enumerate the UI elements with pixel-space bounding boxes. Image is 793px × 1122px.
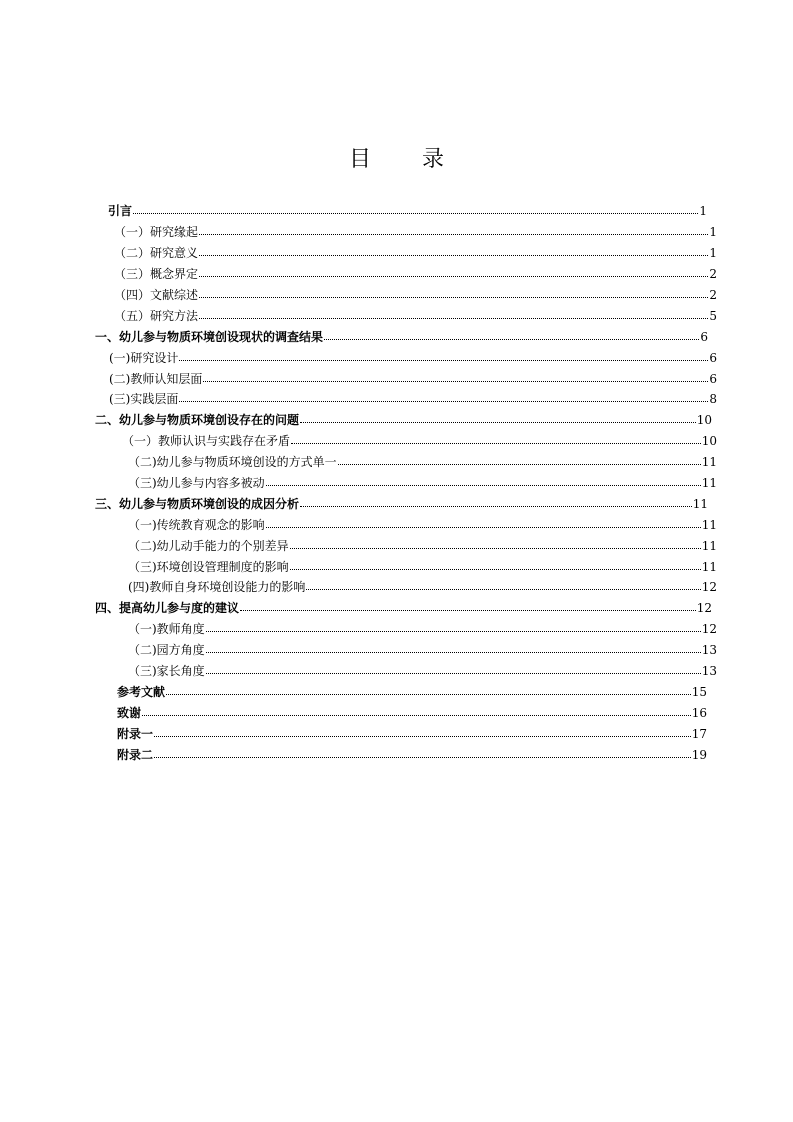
toc-entry[interactable]: [95, 326, 708, 347]
toc-dot-leader: [300, 494, 692, 514]
toc-entry-label: 引言: [108, 204, 133, 219]
toc-dot-leader: [206, 640, 701, 660]
toc-entry[interactable]: [114, 305, 717, 326]
toc-entry-page: 6: [700, 329, 708, 344]
toc-entry-label: （三)幼儿参与内容多被动: [128, 476, 265, 491]
toc-entry[interactable]: [128, 535, 717, 556]
toc-entry[interactable]: [109, 368, 717, 389]
toc-entry-label: (三)实践层面: [109, 392, 179, 407]
toc-entry[interactable]: [109, 389, 717, 410]
toc-entry[interactable]: [95, 598, 712, 619]
toc-entry-label: （三)环境创设管理制度的影响: [128, 559, 289, 574]
toc-entry-label: 附录二: [117, 747, 154, 762]
toc-dot-leader: [142, 703, 691, 723]
toc-dot-leader: [266, 515, 701, 535]
toc-entry-page: 16: [691, 705, 707, 720]
toc-entry-page: 11: [701, 538, 717, 553]
toc-dot-leader: [199, 285, 708, 305]
toc-entry-page: 11: [701, 455, 717, 470]
toc-entry-page: 11: [701, 559, 717, 574]
toc-entry-page: 12: [696, 601, 712, 616]
toc-entry-label: 致谢: [117, 705, 142, 720]
toc-entry[interactable]: [128, 556, 717, 577]
toc-entry-label: （一）研究缘起: [114, 225, 199, 240]
toc-dot-leader: [266, 473, 701, 493]
toc-dot-leader: [199, 264, 708, 284]
toc-entry-page: 2: [709, 288, 717, 302]
toc-dot-leader: [206, 661, 701, 681]
toc-dot-leader: [206, 619, 701, 639]
toc-entry-label: （五）研究方法: [114, 308, 199, 323]
toc-entry[interactable]: [117, 702, 707, 723]
toc-entry[interactable]: [128, 514, 717, 535]
toc-entry-label: （二)园方角度: [128, 643, 205, 658]
toc-dot-leader: [154, 745, 691, 765]
toc-entry[interactable]: [128, 661, 717, 682]
toc-entry-label: 附录一: [117, 726, 154, 741]
toc-entry-page: 10: [701, 434, 717, 449]
toc-entry-page: 6: [709, 350, 717, 365]
toc-entry[interactable]: [128, 619, 717, 640]
table-of-contents: [0, 201, 793, 765]
toc-dot-leader: [179, 348, 708, 368]
toc-entry-page: 10: [696, 413, 712, 428]
toc-entry-label: （二）研究意义: [114, 246, 199, 261]
toc-dot-leader: [203, 369, 708, 389]
toc-entry-page: 13: [701, 643, 717, 658]
toc-entry-label: (四)教师自身环境创设能力的影响: [128, 580, 306, 595]
toc-dot-leader: [290, 557, 701, 577]
toc-dot-leader: [300, 410, 696, 430]
toc-entry-label: （二)幼儿动手能力的个别差异: [128, 538, 289, 553]
toc-dot-leader: [291, 431, 701, 451]
toc-entry[interactable]: [117, 723, 707, 744]
toc-entry[interactable]: [114, 243, 717, 264]
toc-dot-leader: [154, 724, 691, 744]
toc-entry[interactable]: [95, 493, 708, 514]
toc-entry[interactable]: [117, 681, 707, 702]
toc-entry-page: 1: [699, 204, 707, 219]
toc-entry-label: （一）教师认识与实践存在矛盾: [122, 434, 291, 449]
toc-dot-leader: [324, 327, 699, 347]
toc-dot-leader: [199, 222, 708, 242]
toc-entry[interactable]: [122, 431, 717, 452]
toc-entry-page: 17: [691, 726, 707, 741]
toc-entry-page: 13: [701, 664, 717, 679]
toc-entry-label: 三、幼儿参与物质环境创设的成因分析: [95, 496, 300, 511]
toc-entry[interactable]: [117, 744, 707, 765]
toc-dot-leader: [133, 201, 698, 221]
toc-entry-label: (一)研究设计: [109, 350, 179, 365]
toc-entry-label: （三)家长角度: [128, 664, 205, 679]
toc-entry-page: 5: [709, 308, 717, 323]
toc-entry-label: （一)教师角度: [128, 622, 205, 637]
toc-dot-leader: [306, 577, 700, 597]
page-title: 目 录: [349, 147, 466, 172]
toc-entry-page: 2: [709, 267, 717, 282]
toc-entry-page: 1: [709, 225, 717, 240]
toc-entry[interactable]: [108, 201, 707, 222]
toc-entry[interactable]: [114, 222, 717, 243]
toc-entry-label: 二、幼儿参与物质环境创设存在的问题: [95, 413, 300, 428]
toc-entry-label: 四、提高幼儿参与度的建议: [95, 601, 240, 616]
toc-entry-label: （一)传统教育观念的影响: [128, 517, 265, 532]
toc-entry[interactable]: [128, 640, 717, 661]
toc-dot-leader: [179, 389, 708, 409]
toc-entry[interactable]: [128, 577, 717, 598]
toc-dot-leader: [199, 243, 708, 263]
toc-entry-page: 6: [709, 371, 717, 386]
toc-entry[interactable]: [128, 473, 717, 494]
toc-entry[interactable]: [128, 452, 717, 473]
toc-entry-label: （四）文献综述: [114, 288, 199, 302]
toc-dot-leader: [338, 452, 701, 472]
toc-entry-label: (二)教师认知层面: [109, 371, 203, 386]
toc-entry-label: 一、幼儿参与物质环境创设现状的调查结果: [95, 329, 324, 344]
toc-entry[interactable]: [109, 347, 717, 368]
toc-entry-page: 19: [691, 747, 707, 762]
toc-entry-page: 11: [692, 496, 708, 511]
toc-dot-leader: [290, 536, 701, 556]
toc-entry-page: 12: [701, 580, 717, 595]
toc-dot-leader: [199, 306, 708, 326]
toc-entry-page: 1: [709, 246, 717, 261]
toc-entry-page: 15: [691, 684, 707, 699]
toc-entry-label: （二)幼儿参与物质环境创设的方式单一: [128, 455, 337, 470]
toc-entry-label: （三）概念界定: [114, 267, 199, 282]
toc-entry-label: 参考文献: [117, 684, 166, 699]
toc-entry-page: 11: [701, 476, 717, 491]
toc-entry-page: 11: [701, 517, 717, 532]
toc-entry-page: 8: [709, 392, 717, 407]
toc-entry[interactable]: [95, 410, 712, 431]
toc-entry[interactable]: [114, 264, 717, 285]
toc-entry[interactable]: [114, 285, 717, 306]
toc-entry-page: 12: [701, 622, 717, 637]
toc-dot-leader: [166, 682, 691, 702]
toc-dot-leader: [240, 598, 696, 618]
